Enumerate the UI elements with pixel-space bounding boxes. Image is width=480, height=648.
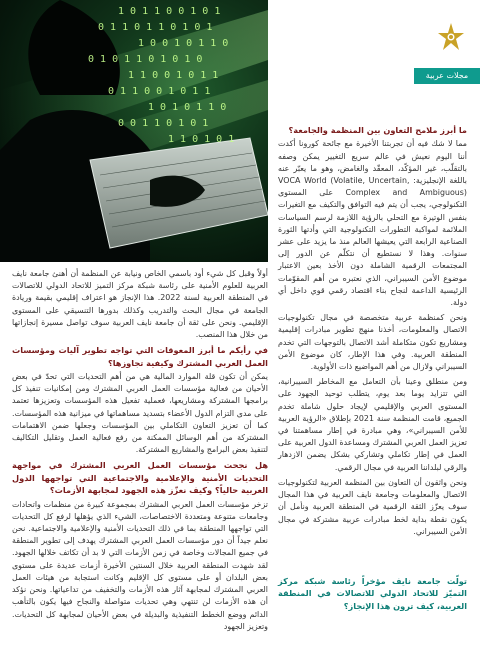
- svg-text:0 1 1 0 1 1 0 1 0 1: 0 1 1 0 1 1 0 1 0 1: [98, 22, 213, 33]
- binary-code-overlay: [78, 0, 268, 160]
- paragraph: تزخر مؤسسات العمل العربي المشترك بمجموعة كبيرة من منظمات واتحادات وجامعات متنوعة ومتعددة الاختصاصات، الشيء الذي يؤهلها لرفع كل التحديات التي تواجهها المنطقة بما في ذلك التحديات الأمنية والإعلامية والاجتماعية. نحن نعلم جيداً أن دور مؤسسات العمل العربي المشترك يهدف إلى تطوير المنطقة في جميع المجالات وخاصة في زمن الأزمات التي لا بد أن تكاتف خلالها الجهود. لقد شهدت المنطقة العربية خلال السنتين الأخيرة أزمات عديدة على مستوى بعض البلدان أو على مستوى كل الإقليم وكانت استجابة من هيئات العمل العربي المشترك لمجابهة آثار هذه الأزمات والتخفيف من تداعياتها. ونحن نؤكد أن هذه الأزمات لن تنتهي وهي تحديات متواصلة والنجاح فيها يكون بالتأهب الدائم ووضع الخطط التنفيذية والبديلة في بعض الأحيان لمجابهة كل التحديات. وتعزيز الجهود: [12, 499, 268, 631]
- svg-text:1 0 1 0 1 1 0: 1 0 1 0 1 1 0: [148, 102, 227, 113]
- heading-cooperation: ما أبرز ملامح التعاون بين المنظمة والجامعة؟: [288, 125, 467, 135]
- left-text-column: [12, 268, 268, 636]
- svg-text:1 1 0 1 0 1: 1 1 0 1 0 1: [168, 134, 235, 145]
- paragraph: ونحن واثقون أن التعاون بين المنظمة العربية لتكنولوجيات الاتصال والمعلومات وجامعة نايف العربية في هذا المجال سوف يعزّز الثقة الرقمية في المنطقة العربية ونأمل أن يكون نقطة بداية لخط مبادرات عربية مشتركة في مجال الأمن السيبراني.: [278, 477, 467, 536]
- gold-star-emblem-icon: [436, 22, 466, 52]
- section-tag: مجلات عربية: [414, 68, 480, 84]
- paragraph: مما لا شك فيه أن تجربتنا الأخيرة مع جائحة كورونا أكدت أننا اليوم نعيش في عالم سريع التغيير يمكن وصفه بالتقلّب، غير المؤكّد، المعقّد والغامض، وهو ما يعبّر عنه باللغة الإنجليزية: VOCA World (Volatile, Uncertain, Complex and Ambiguous) على المستوى التكنولوجي، يجب أن يتم فيه التوافق والتكيف مع التغيرات بنفس الوتيرة مع التحلي بالرؤية اللازمة لرسم السياسات الملائمة لمواكبة التطورات التكنولوجية التي وأدتها الثورة الصناعية الرابعة التي يعيشها العالم منذ ما يزيد على عشر سنوات. وهذا لا نستطيع أن نتكلّم عن الدور إلى المجتمعات الرقمية الشاملة دون الأخذ بعين الاعتبار موضوع الأمن السيبراني، الذي نعتبره من أهم المقوّمات الرئيسية الداعمة لنجاح بناء اقتصاد رقمي قوي داخل أي دولة.: [278, 139, 467, 308]
- svg-text:0 1 1 0 0 1 0 1 1: 0 1 1 0 0 1 0 1 1: [108, 86, 211, 97]
- hero-illustration: [0, 0, 268, 262]
- paragraph: ومن منطلق وعينا بأن التعامل مع المخاطر السيبرانية، التي تتزايد يوما بعد يوم، يتطلب توحيد الجهود على المستوى العربي والإقليمي لإيجاد حلول شاملة تخدم الجميع، قامت المنظمة سنة 2021 بإطلاق «الرؤية العربية للأمن السيبراني»، وهي مبادرة في إطار مساهمتنا في تعزيز العمل العربي المشترك ومساعدة الدول العربية على العمل في إطار تكاملي وتشاركي بشكل يضمن الازدهار والرقي لبلداننا العربية في مجال الرقمي.: [278, 377, 467, 472]
- svg-text:0 0 1 1 0 1 0 1: 0 0 1 1 0 1 0 1: [118, 118, 209, 129]
- svg-text:1 0 0 1 0 1 1 0: 1 0 0 1 0 1 1 0: [138, 38, 229, 49]
- svg-text:0 1 0 1 1 0 1 0 1 0: 0 1 0 1 1 0 1 0 1 0: [88, 54, 203, 65]
- paragraph: ونحن كمنظمة عربية متخصصة في مجال تكنولوجيات الاتصال والمعلومات، أخذنا منهج تطوير مبادرات إقليمية ومشاريع تكون متكاملة أشد الاتصال بالتوجهات التي تخدم المنطقة العربية. وفي هذا الإطار، كان موضوع الأمن السيبراني ولازال من أهم المواضيع ذات الأولوية.: [278, 313, 467, 372]
- heading-obstacles: في رأيكم ما أبرز المعوقات التي تواجه تطوير آليات ومؤسسات العمل العربي المشترك وكيفية تجاوزها؟: [12, 345, 268, 368]
- heading-challenges: هل نجحت مؤسسات العمل العربي المشترك في مواجهة التحديات الأمنية والإعلامية والاجتماعية التي تواجهها الدول العربية حالياً؟ وكيف نعزّز هذه الجهود لمجابهة الأزمات؟: [12, 460, 268, 496]
- paragraph: يمكن أن تكون قلة الموارد المالية هي من أهم التحديات التي تحدّ في بعض الأحيان من فعالية مؤسسات العمل العربي المشترك ومن إمكانيات تنفيذ كل برامجها المشتركة ومشاريعها، فعملية تفعيل هذه المؤسسات وتعزيزها تعتمد على مدى التزام الدول الأعضاء بتسديد مساهماتها في ميزانية هذه المؤسسات. كما أن تعزيز التعاون التكاملي بين المؤسسات وجعلها ضمن الاهتمامات المشتركة من أهم الوسائل الممكنة من رفع فعالية العمل وتقليل التكاليف لتنفيذ بعض البرامج والمشاريع المشتركة.: [12, 372, 268, 455]
- paragraph: أولاً وقبل كل شيء أود باسمي الخاص ونيابة عن المنظمة أن أهنئ جامعة نايف العربية للعلوم الأمنية على رئاسة شبكة مركز التميز للاتحاد الدولي للاتصالات في المنطقة العربية لسنة 2022. هذا الإنجاز هو اعتراف إقليمي بقيمة وريادة الجامعة في مجال البحث والتدريب وكذلك بدورها التنسيقي على المستوى الإقليمي. ونحن على ثقة أن جامعة نايف العربية سوف تواصل مسيرة إنجازاتها من خلال هذا المنصب.: [12, 269, 268, 340]
- svg-text:1 1 0 0 1 0 1 1: 1 1 0 0 1 0 1 1: [128, 70, 219, 81]
- right-bottom-question: [278, 575, 467, 614]
- right-text-column: [278, 124, 467, 541]
- heading-network-presidency: تولّت جامعة نايف مؤخراً رئاسة شبكة مركز التميّز للاتحاد الدولي للاتصالات في المنطقة العربية، كيف ترون هذا الإنجاز؟: [278, 576, 467, 611]
- svg-text:1 0 1 1 0 0 1 0 1: 1 0 1 1 0 0 1 0 1: [118, 6, 221, 17]
